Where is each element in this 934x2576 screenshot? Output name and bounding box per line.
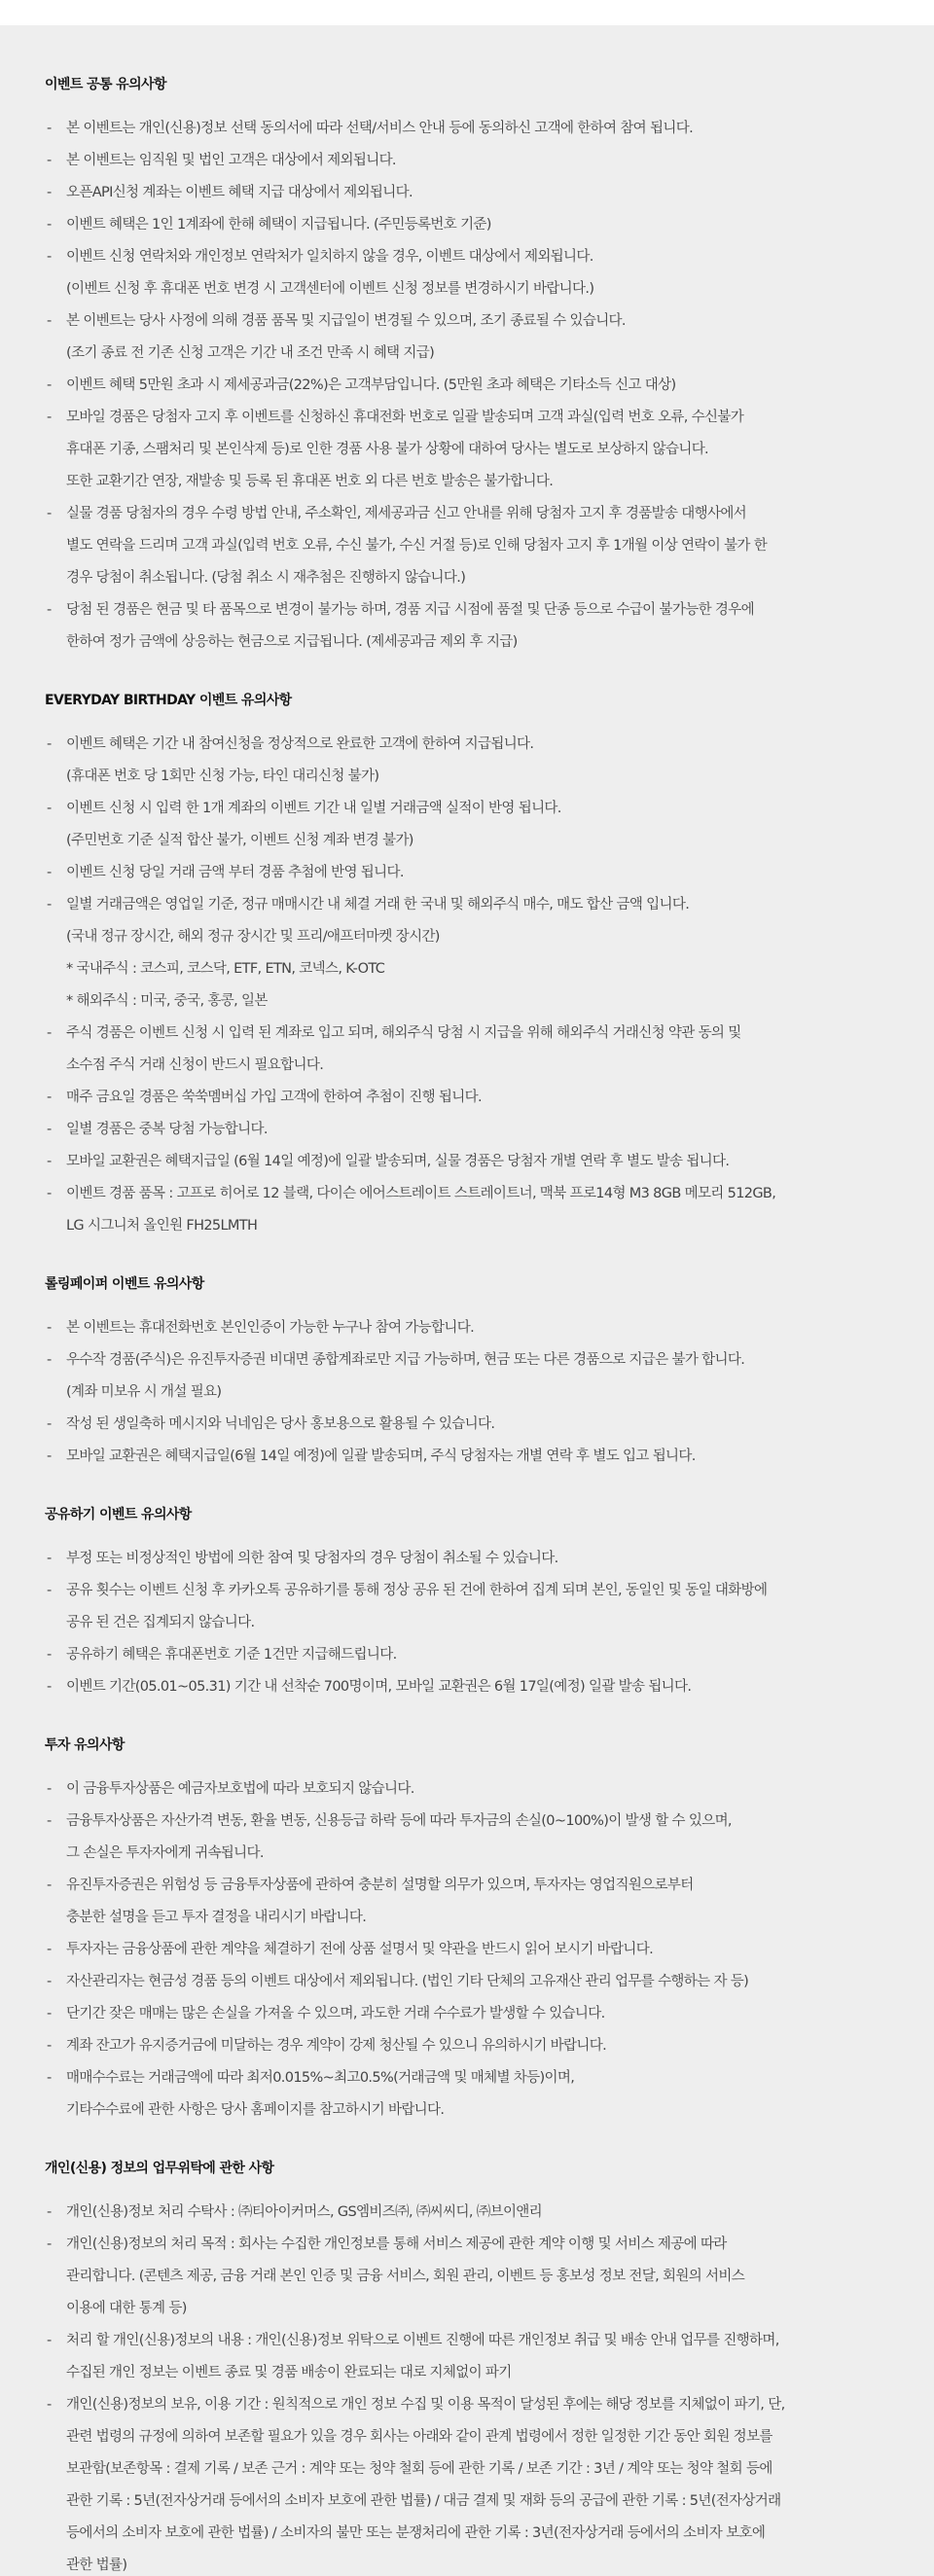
notice-item [45,1344,889,1409]
notice-item-line: - 처리 할 개인(신용)정보의 내용 : 개인(신용)정보 위탁으로 이벤트 진행에 따른 개인정보 취급 및 배송 안내 업무를 진행하며, [66,2333,779,2348]
notice-item [45,2030,889,2062]
section-title: 투자 유의사항 [45,1737,125,1753]
notice-item-line: - 계좌 잔고가 유지증거금에 미달하는 경우 계약이 강제 청산될 수 있으니 유의하시기 바랍니다. [66,2038,607,2054]
notice-list [45,729,889,1242]
section-title: 개인(신용) 정보의 업무위탁에 관한 사항 [45,2161,274,2176]
notice-item-line: - 일별 거래금액은 영업일 기준, 정규 매매시간 내 체결 거래 한 국내 및 해외주식 매수, 매도 합산 금액 입니다. [66,897,690,912]
notice-item-line: - 개인(신용)정보의 보유, 이용 기간 : 원칙적으로 개인 정보 수집 및 이용 목적이 달성된 후에는 해당 정보를 지체없이 파기, 단, [66,2397,785,2413]
notice-item-line: - 단기간 잦은 매매는 많은 손실을 가져올 수 있으며, 과도한 거래 수수료가 발생할 수 있습니다. [66,2006,605,2021]
top-band [0,0,934,25]
notice-item-line: * 국내주식 : 코스피, 코스닥, ETF, ETN, 코넥스, K-OTC [66,961,385,977]
notice-item [45,729,889,793]
notice-item-line: 관련 법령의 규정에 의하여 보존할 필요가 있을 경우 회사는 아래와 같이 관계 법령에서 정한 일정한 기간 동안 회원 정보를 [66,2429,772,2445]
notice-list [45,1773,889,2127]
notice-item-line: 관한 법률) [66,2558,127,2573]
notice-item-line: - 당첨 된 경품은 현금 및 타 품목으로 변경이 불가능 하며, 경품 지급 시점에 품절 및 단종 등으로 수급이 불가능한 경우에 [66,602,754,618]
notice-item-line: 별도 연락을 드리며 고객 과실(입력 번호 오류, 수신 불가, 수신 거절 등)로 인해 당첨자 고지 후 1개월 이상 연락이 불가 한 [66,538,768,554]
notice-item [45,1998,889,2030]
share-event-notice-section [45,1498,889,1703]
notice-item-line: - 실물 경품 당첨자의 경우 수령 방법 안내, 주소확인, 제세공과금 신고 안내를 위해 당첨자 고지 후 경품발송 대행사에서 [66,506,747,521]
notice-list [45,113,889,659]
notice-item [45,2062,889,2127]
investment-notice-section [45,1729,889,2127]
notice-item-line: 휴대폰 기종, 스팸처리 및 본인삭제 등)로 인한 경품 사용 불가 상황에 대하여 당사는 별도로 보상하지 않습니다. [66,442,709,457]
notice-item [45,2229,889,2325]
notice-item-line: (주민번호 기준 실적 합산 불가, 이벤트 신청 계좌 변경 불가) [66,833,413,848]
section-title: EVERYDAY BIRTHDAY 이벤트 유의사항 [45,693,292,708]
notice-item-line: - 모바일 교환권은 혜택지급일 (6월 14일 예정)에 일괄 발송되며, 실물 경품은 당첨자 개별 연락 후 별도 발송 됩니다. [66,1154,730,1169]
notice-item-line: - 공유하기 혜택은 휴대폰번호 기준 1건만 지급해드립니다. [66,1647,397,1663]
notice-item-line: - 주식 경품은 이벤트 신청 시 입력 된 계좌로 입고 되며, 해외주식 당첨 시 지급을 위해 해외주식 거래신청 약관 동의 및 [66,1025,741,1041]
notice-item [45,1312,889,1344]
notice-item-line: 소수점 주식 거래 신청이 반드시 필요합니다. [66,1057,324,1073]
notice-item-line: - 작성 된 생일축하 메시지와 닉네임은 당사 홍보용으로 활용될 수 있습니다. [66,1416,495,1432]
notice-item [45,889,889,1018]
notice-item-line: - 본 이벤트는 휴대전화번호 본인인증이 가능한 누구나 참여 가능합니다. [66,1320,475,1336]
notice-item [45,402,889,498]
notice-item [45,113,889,145]
notice-item-line: (계좌 미보유 시 개설 필요) [66,1384,222,1400]
notice-item [45,1114,889,1146]
notice-item [45,793,889,857]
notice-item-line: LG 시그니처 올인원 FH25LMTH [66,1218,258,1234]
notice-item-line: - 우수작 경품(주식)은 유진투자증권 비대면 종합계좌로만 지급 가능하며, 현금 또는 다른 경품으로 지급은 불가 합니다. [66,1352,745,1368]
notice-item [45,1146,889,1178]
notice-item-line: - 모바일 교환권은 혜택지급일(6월 14일 예정)에 일괄 발송되며, 주식 당첨자는 개별 연락 후 별도 입고 됩니다. [66,1449,696,1464]
notice-item-line: 기타수수료에 관한 사항은 당사 홈페이지를 참고하시기 바랍니다. [66,2102,445,2118]
notice-item [45,2197,889,2229]
notice-item-line: 보관함(보존항목 : 결제 기록 / 보존 근거 : 계약 또는 청약 철회 등에 관한 기록 / 보존 기간 : 3년 / 계약 또는 청약 철회 등에 [66,2461,772,2477]
notice-item [45,1639,889,1671]
notice-item-line: 그 손실은 투자자에게 귀속됩니다. [66,1845,264,1861]
notice-item-line: - 이벤트 신청 연락처와 개인정보 연락처가 일치하지 않을 경우, 이벤트 대상에서 제외됩니다. [66,249,593,265]
notice-item-line: - 오픈API신청 계좌는 이벤트 혜택 지급 대상에서 제외됩니다. [66,185,413,200]
notice-item-line: - 이벤트 신청 당일 거래 금액 부터 경품 추첨에 반영 됩니다. [66,865,404,880]
notice-item [45,1409,889,1441]
notice-item-line: - 이벤트 혜택은 1인 1계좌에 한해 혜택이 지급됩니다. (주민등록번호 기준) [66,217,491,233]
notice-item [45,594,889,659]
notice-item [45,1543,889,1575]
notice-item-line: 이용에 대한 통계 등) [66,2301,187,2316]
notice-list [45,1312,889,1473]
notice-item-line: - 일별 경품은 중복 당첨 가능합니다. [66,1122,268,1137]
notice-item [45,1178,889,1242]
notice-item-line: (휴대폰 번호 당 1회만 신청 가능, 타인 대리신청 불가) [66,769,379,784]
notice-item-line: - 부정 또는 비정상적인 방법에 의한 참여 및 당첨자의 경우 당첨이 취소될 수 있습니다. [66,1551,558,1566]
notice-item [45,145,889,177]
notice-item [45,1018,889,1082]
notice-item-line: - 본 이벤트는 개인(신용)정보 선택 동의서에 따라 선택/서비스 안내 등에 동의하신 고객에 한하여 참여 됩니다. [66,121,694,136]
notice-item [45,1441,889,1473]
common-notice-section [45,68,889,659]
notice-item-line: - 본 이벤트는 당사 사정에 의해 경품 품목 및 지급일이 변경될 수 있으며, 조기 종료될 수 있습니다. [66,313,626,329]
notice-list [45,2197,889,2576]
notice-item-line: - 이벤트 혜택은 기간 내 참여신청을 정상적으로 완료한 고객에 한하여 지급됩니다. [66,736,534,752]
notice-item [45,498,889,594]
notice-item [45,1082,889,1114]
notice-item [45,1575,889,1639]
notice-item-line: 관한 기록 : 5년(전자상거래 등에서의 소비자 보호에 관한 법률) / 대금 결제 및 재화 등의 공급에 관한 기록 : 5년(전자상거래 [66,2493,781,2509]
notice-item-line: - 이벤트 혜택 5만원 초과 시 제세공과금(22%)은 고객부담입니다. (5만원 초과 혜택은 기타소득 신고 대상) [66,377,676,393]
notice-item [45,1870,889,1934]
notice-item-line: 공유 된 건은 집계되지 않습니다. [66,1615,255,1630]
notice-panel [0,25,934,2576]
rolling-paper-notice-section [45,1268,889,1473]
notice-item-line: 등에서의 소비자 보호에 관한 법률) / 소비자의 불만 또는 분쟁처리에 관한 기록 : 3년(전자상거래 등에서의 소비자 보호에 [66,2525,766,2541]
notice-item-line: - 매매수수료는 거래금액에 따라 최저0.015%~최고0.5%(거래금액 및 매체별 차등)이며, [66,2070,575,2086]
notice-item-line: - 이벤트 신청 시 입력 한 1개 계좌의 이벤트 기간 내 일별 거래금액 실적이 반영 됩니다. [66,801,561,816]
notice-item [45,2389,889,2576]
notice-item-line: - 이 금융투자상품은 예금자보호법에 따라 보호되지 않습니다. [66,1781,414,1797]
section-title: 이벤트 공통 유의사항 [45,77,166,92]
notice-item-line: 또한 교환기간 연장, 재발송 및 등록 된 휴대폰 번호 외 다른 번호 발송은 불가합니다. [66,474,554,489]
notice-item-line: - 본 이벤트는 임직원 및 법인 고객은 대상에서 제외됩니다. [66,153,396,168]
notice-item-line: - 매주 금요일 경품은 쑥쑥멤버십 가입 고객에 한하여 추첨이 진행 됩니다. [66,1090,482,1105]
notice-item [45,1773,889,1806]
notice-list [45,1543,889,1703]
notice-item-line: (이벤트 신청 후 휴대폰 번호 변경 시 고객센터에 이벤트 신청 정보를 변경하시기 바랍니다.) [66,281,594,297]
notice-item [45,857,889,889]
notice-item [45,209,889,241]
notice-item-line: - 이벤트 기간(05.01~05.31) 기간 내 선착순 700명이며, 모바일 교환권은 6월 17일(예정) 일괄 발송 됩니다. [66,1679,692,1695]
notice-item-line: - 개인(신용)정보의 처리 목적 : 회사는 수집한 개인정보를 통해 서비스 제공에 관한 계약 이행 및 서비스 제공에 따라 [66,2236,727,2252]
notice-item-line: * 해외주식 : 미국, 중국, 홍콩, 일본 [66,993,268,1009]
notice-item-line: - 자산관리자는 현금성 경품 등의 이벤트 대상에서 제외됩니다. (법인 기타 단체의 고유재산 관리 업무를 수행하는 자 등) [66,1974,749,1989]
notice-item [45,370,889,402]
notice-item [45,177,889,209]
section-title: 롤링페이퍼 이벤트 유의사항 [45,1276,204,1292]
notice-item [45,1806,889,1870]
notice-item-line: - 모바일 경품은 당첨자 고지 후 이벤트를 신청하신 휴대전화 번호로 일괄 발송되며 고객 과실(입력 번호 오류, 수신불가 [66,410,744,425]
notice-item-line: 수집된 개인 정보는 이벤트 종료 및 경품 배송이 완료되는 대로 지체없이 파기 [66,2365,512,2380]
notice-item-line: - 개인(신용)정보 처리 수탁사 : ㈜티아이커머스, GS엠비즈㈜, ㈜씨씨디, ㈜브이앤리 [66,2204,543,2220]
notice-item-line: - 공유 횟수는 이벤트 신청 후 카카오톡 공유하기를 통해 정상 공유 된 건에 한하여 집계 되며 본인, 동일인 및 동일 대화방에 [66,1583,768,1598]
everyday-birthday-notice-section [45,684,889,1242]
notice-item [45,1966,889,1998]
notice-item-line: 한하여 정가 금액에 상응하는 현금으로 지급됩니다. (제세공과금 제외 후 지급) [66,634,518,650]
notice-item [45,305,889,370]
notice-item-line: (국내 정규 장시간, 해외 정규 장시간 및 프리/애프터마켓 장시간) [66,929,440,945]
notice-item-line: - 투자자는 금융상품에 관한 계약을 체결하기 전에 상품 설명서 및 약관을 반드시 읽어 보시기 바랍니다. [66,1942,654,1957]
notice-item-line: - 유진투자증권은 위험성 등 금융투자상품에 관하여 충분히 설명할 의무가 있으며, 투자자는 영업직원으로부터 [66,1878,694,1893]
notice-item-line: 경우 당첨이 취소됩니다. (당첨 취소 시 재추첨은 진행하지 않습니다.) [66,570,466,586]
personal-info-consignment-section [45,2152,889,2576]
notice-item-line: (조기 종료 전 기존 신청 고객은 기간 내 조건 만족 시 혜택 지급) [66,345,435,361]
notice-item-line: - 이벤트 경품 품목 : 고프로 히어로 12 블랙, 다이슨 에어스트레이트 스트레이트너, 맥북 프로14형 M3 8GB 메모리 512GB, [66,1186,776,1201]
notice-item [45,241,889,305]
notice-item [45,1934,889,1966]
notice-item-line: 충분한 설명을 듣고 투자 결정을 내리시기 바랍니다. [66,1910,367,1925]
notice-item [45,2325,889,2389]
notice-item-line: - 금융투자상품은 자산가격 변동, 환율 변동, 신용등급 하락 등에 따라 투자금의 손실(0~100%)이 발생 할 수 있으며, [66,1813,732,1829]
section-title: 공유하기 이벤트 유의사항 [45,1507,192,1522]
notice-item-line: 관리합니다. (콘텐츠 제공, 금융 거래 본인 인증 및 금융 서비스, 회원 관리, 이벤트 등 홍보성 정보 전달, 회원의 서비스 [66,2269,745,2284]
notice-item [45,1671,889,1703]
